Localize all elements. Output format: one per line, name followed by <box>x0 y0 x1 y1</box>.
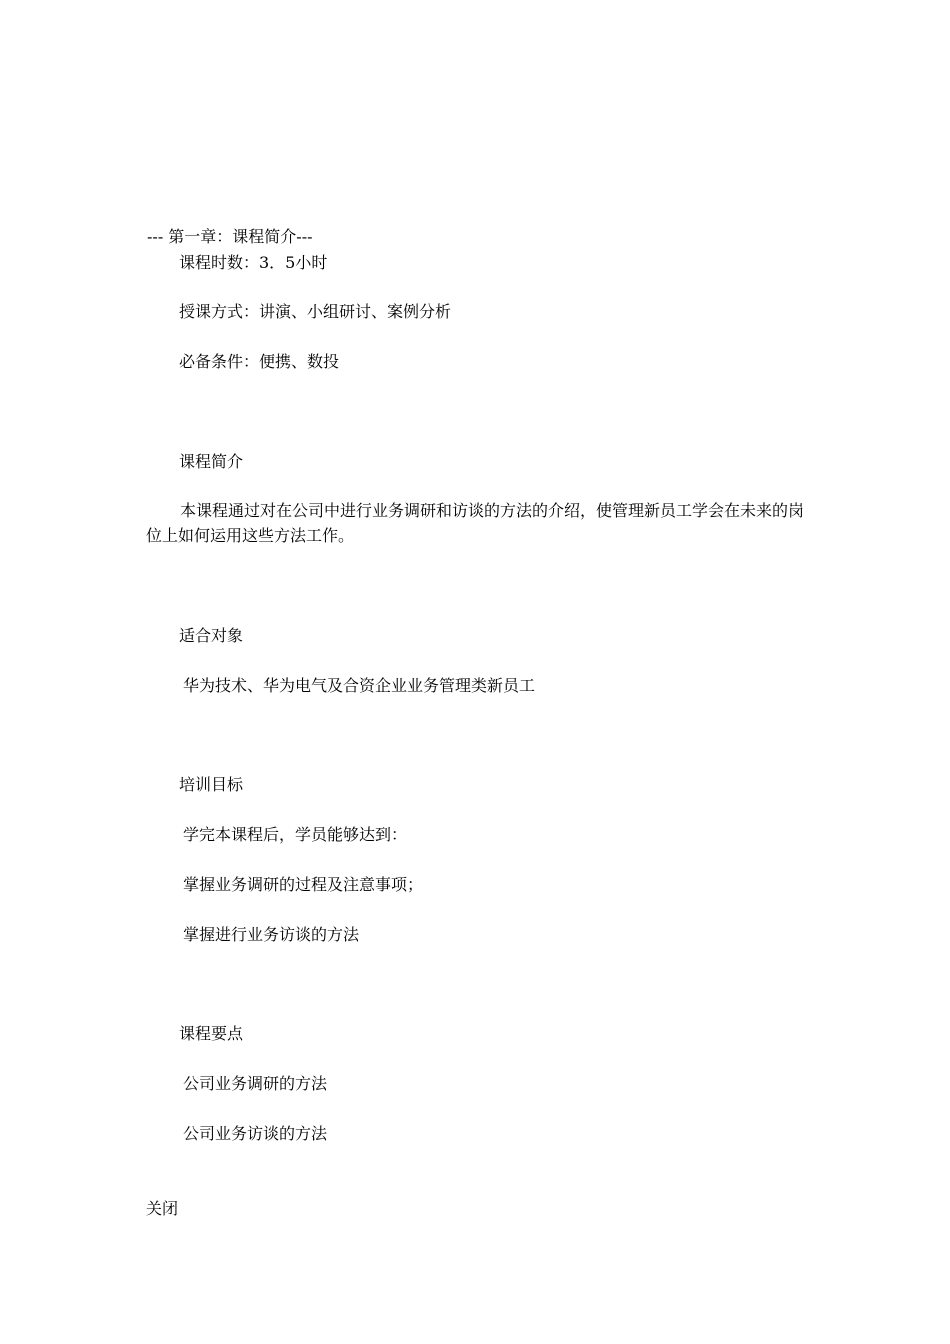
objectives-lead: 学完本课程后，学员能够达到： <box>183 825 408 844</box>
audience-text: 华为技术、华为电气及合资企业业务管理类新员工 <box>183 676 536 695</box>
section-heading-intro: 课程简介 <box>179 452 244 471</box>
chapter-heading: --- 第一章：课程简介--- <box>147 227 313 246</box>
objective-item: 掌握业务调研的过程及注意事项； <box>183 875 424 894</box>
required-equipment: 必备条件：便携、数投 <box>179 352 340 371</box>
key-point-item: 公司业务调研的方法 <box>183 1074 328 1093</box>
teaching-method: 授课方式：讲演、小组研讨、案例分析 <box>179 302 452 321</box>
intro-paragraph: 本课程通过对在公司中进行业务调研和访谈的方法的介绍，使管理新员工学会在未来的岗位上如何运用这些方法工作。 <box>146 501 805 545</box>
section-heading-audience: 适合对象 <box>179 626 244 645</box>
close-link[interactable]: 关闭 <box>146 1199 179 1218</box>
objective-item: 掌握进行业务访谈的方法 <box>183 925 360 944</box>
section-heading-objectives: 培训目标 <box>179 775 244 794</box>
key-point-item: 公司业务访谈的方法 <box>183 1124 328 1143</box>
course-hours: 课程时数：3．5小时 <box>179 253 328 272</box>
section-heading-key-points: 课程要点 <box>179 1024 244 1043</box>
